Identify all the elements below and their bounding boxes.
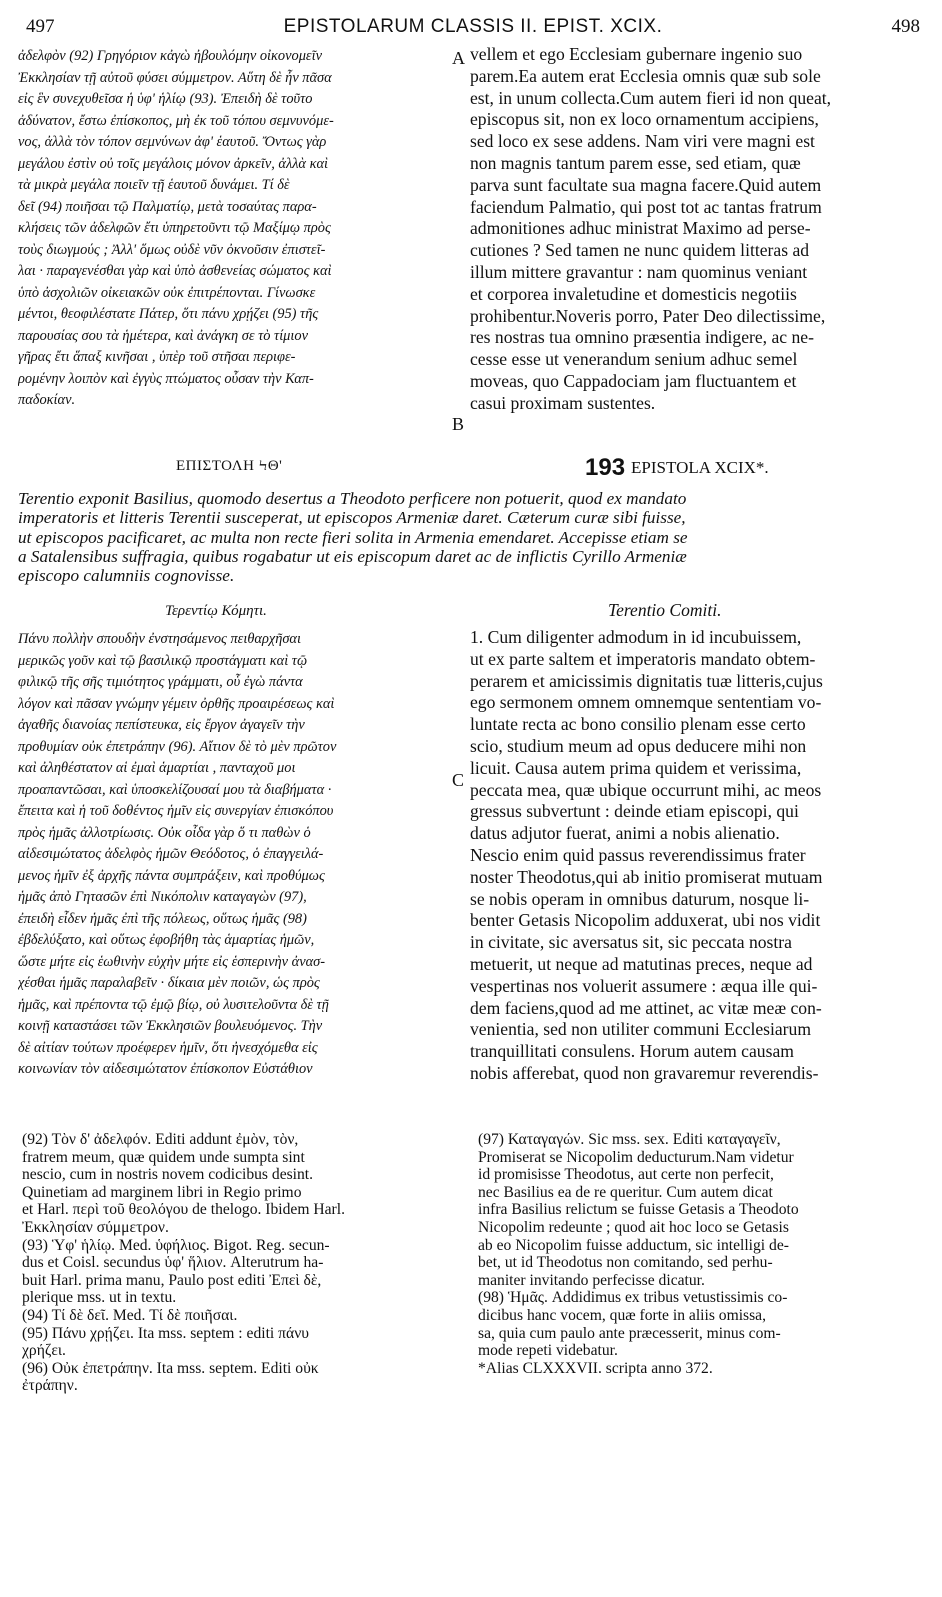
text-line: nec Basilius ea de re queritur. Cum autem dicat <box>478 1183 773 1201</box>
text-line: et Harl. περὶ τοῦ θεολόγου de thelogo. Ibidem Harl. <box>22 1201 345 1219</box>
epistle-summary <box>18 489 928 585</box>
text-line: παρουσίας σου τὰ ἡμέτερα, καὶ ἀνάγκη σε τὸ τίμιον <box>18 327 308 344</box>
text-line: (97) Καταγαγών. Sic mss. sex. Editi καταγαγεῖν, <box>478 1131 781 1148</box>
text-line: moveas, quo Cappadociam jam fluctuantem et <box>470 370 797 391</box>
greek-column-body <box>18 629 448 1081</box>
text-line: datus adjutor fuerat, animi a nobis alienatio. <box>470 823 780 844</box>
text-line: episcopo calumniis cognovisse. <box>18 566 235 586</box>
text-line: parva sunt facultate sua magna facere.Quid autem <box>470 174 822 195</box>
text-line: scio, studium meum ad opus deducere mihi non <box>470 735 807 756</box>
text-line: fratrem meum, quæ quidem unde sumpta sint <box>22 1148 305 1166</box>
running-title: EPISTOLARUM CLASSIS II. EPIST. XCIX. <box>283 16 663 37</box>
latin-epistle-title <box>585 454 769 482</box>
running-header <box>26 14 920 40</box>
text-line: parem.Ea autem erat Ecclesia omnis quæ sub sole <box>470 65 821 86</box>
text-line: ut episcopos pacificaret, ac multa non recte fieri solita in Armenia emendaret. Accepisse etiam se <box>18 527 688 547</box>
text-line: nescio, cum in nostris novem codicibus desint. <box>22 1166 314 1184</box>
text-line: dicibus hanc vocem, quæ forte in aliis omissa, <box>478 1306 766 1324</box>
text-line: casui proximam sustentes. <box>470 392 656 413</box>
text-line: (94) Τί δὲ δεῖ. Med. Τί δὲ ποιῆσαι. <box>22 1306 238 1324</box>
text-line: Nicopolim redeunte ; quod ait hoc loco se Getasis <box>478 1218 789 1236</box>
text-line: μέντοι, θεοφιλέστατε Πάτερ, ὅτι πάνυ χρῄζει (95) τῆς <box>18 306 319 322</box>
text-line: in civitate, sic aversatus sit, sic peccata nostra <box>470 932 792 953</box>
text-line: cutiones ? Sed tamen ne nunc quidem litteras ad <box>470 240 810 261</box>
text-line: luntate recta ac bono consilio plenam esse certo <box>470 714 806 735</box>
text-line: vellem et ego Ecclesiam gubernare ingenio suo <box>470 44 803 64</box>
text-line: παδοκίαν. <box>18 392 76 408</box>
text-line: Nescio enim quid passus reverendissimus frater <box>470 844 806 865</box>
text-line: πρὸς ἡμᾶς ἀλλοτρίωσις. Οὐκ οἶδα γὰρ ὅ τι παθὼν ὁ <box>18 824 311 841</box>
footnotes-left <box>22 1131 448 1395</box>
text-line: κοινῇ καταστάσει τῶν Ἐκκλησιῶν βουλευόμενος. Τὴν <box>18 1018 323 1034</box>
text-line: ego sermonem omnem omnemque sententiam vo- <box>470 692 822 713</box>
text-line: κλήσεις τῶν ἀδελφῶν ἔτι ὑπηρετοῦντι τῷ Μαξίμῳ πρὸς <box>18 220 331 236</box>
text-line: φιλικῷ τῆς σῆς τιμιότητος γράμματι, οὗ ἐγὼ πάντα <box>18 674 303 690</box>
text-line: maniter invitando perfecisse dicatur. <box>478 1271 705 1289</box>
text-line: ἀγαθῆς διανοίας πεπίστευκα, εἰς ἔργον ἀγαγεῖν τὴν <box>18 717 305 733</box>
text-line: προθυμίαν οὐκ ἐπετράπην (96). Αἴτιον δὲ τὸ μὲν πρῶτον <box>18 738 337 755</box>
text-line: perarem et amicissimis dignitatis tuæ litteris,cujus <box>470 670 823 691</box>
text-line: et corporea invaletudine et domesticis negotiis <box>470 283 797 304</box>
text-line: metuerit, ut neque ad matutinas preces, neque ad <box>470 953 813 974</box>
text-line: μενος ἡμῖν ἐξ ἀρχῆς πάντα συμπράξειν, καὶ προθύμως <box>18 867 325 884</box>
text-line: dem faciens,quod ad me attinet, ac vitæ meæ con- <box>470 997 822 1018</box>
text-line: (96) Οὐκ ἐπετράπην. Ita mss. septem. Editi οὐκ <box>22 1359 319 1377</box>
margin-letter-c: C <box>452 770 465 790</box>
text-line: buit Harl. prima manu, Paulo post editi Ἐπεὶ δὲ, <box>22 1271 322 1289</box>
text-line: ἐπειδὴ εἶδεν ἡμᾶς ἐπὶ τῆς πόλεως, οὕτως ἡμᾶς (98) <box>18 910 307 927</box>
latin-epistle-heading: EPISTOLA XCIX*. <box>631 458 769 477</box>
greek-addressee: Τερεντίῳ Κόμητι. <box>165 603 267 619</box>
text-line: cesse esse ut venerandum senium adhuc semel <box>470 349 798 370</box>
text-line: ὑπὸ ἀσχολιῶν οἰκειακῶν οὐκ ἐπιτρέπονται. Γίνωσκε <box>18 284 316 301</box>
text-line: prohibentur.Noveris porro, Pater Deo dilectissime, <box>470 305 826 326</box>
text-line: noster Theodotus,qui ab initio promiserat mutuam <box>470 866 823 887</box>
text-line: (98) Ἡμᾶς. Addidimus ex tribus vetustissimis co- <box>478 1289 788 1307</box>
text-line: ἐτράπην. <box>22 1377 78 1395</box>
margin-letter-a: A <box>452 48 465 68</box>
text-line: (95) Πάνυ χρῄζει. Ita mss. septem : editi πάνυ <box>22 1324 309 1342</box>
text-line: χρήζει. <box>22 1342 66 1360</box>
page-number-right: 498 <box>891 16 920 37</box>
text-line: ἔπειτα καὶ ἡ τοῦ δοθέντος ἡμῖν εἰς συνεργίαν ἐπισκόπου <box>18 803 334 819</box>
text-line: ὥστε μήτε εἰς ἑωθινὴν εὐχὴν μήτε εἰς ἑσπερινὴν ἀνασ- <box>18 953 326 970</box>
footnotes-right <box>478 1131 928 1377</box>
text-line: κοινωνίαν τὸν αἰδεσιμώτατον ἐπίσκοπον Εὐστάθιον <box>18 1061 313 1077</box>
greek-epistle-title: ΕΠΙΣΤΟΛΗ ϞΘ' <box>176 458 283 474</box>
text-line: non magnis tantum parem esse, sed etiam, quæ <box>470 152 801 173</box>
text-line: ἀδύνατον, ἔστω ἐπίσκοπος, μὴ ἐκ τοῦ τόπου σεμνυνόμε- <box>18 112 334 129</box>
text-line: nobis afferebat, quod non gravaremur reverendis- <box>470 1062 819 1083</box>
text-line: episcopus sit, non ex loco ornamentum accipiens, <box>470 109 819 130</box>
text-line: infra Basilius relictum se fuisse Getasis a Theodoto <box>478 1201 799 1219</box>
text-line: τὰ μικρὰ μεγάλα ποιεῖν τῇ ἑαυτοῦ δυνάμει. Τί δὲ <box>18 177 290 193</box>
text-line: αἰδεσιμώτατος ἀδελφὸς ἡμῶν Θεόδοτος, ὁ ἐπαγγειλά- <box>18 846 324 862</box>
text-line: νος, ἀλλὰ τὸν τόπον σεμνύνων ἀφ' ἑαυτοῦ. Ὄντως γὰρ <box>18 134 327 150</box>
text-line: a Satalensibus suffragia, quibus rogabatur ut eis episcopum daret ac de inflictis Cyrillo Armeniæ <box>18 546 687 566</box>
margin-letter-b: B <box>452 414 465 434</box>
text-line: καὶ ἀληθέστατον αἱ ἐμαὶ ἁμαρτίαι , πανταχοῦ μοι <box>18 760 296 776</box>
text-line: ἡμᾶς, καὶ πρέποντα τῷ ἐμῷ βίῳ, οὐ λυσιτελοῦντα δὲ τῇ <box>18 996 329 1013</box>
text-line: προαπαντῶσαι, καὶ ὑποσκελίζουσαί μου τὰ διαβήματα · <box>18 781 332 798</box>
text-line: Ἐκκλησίαν τῇ αὐτοῦ φύσει σύμμετρον. Αὕτη δὲ ἦν πᾶσα <box>18 69 332 86</box>
text-line: plerique mss. ut in textu. <box>22 1289 177 1307</box>
text-line: μεγάλου ἐστὶν οὐ τοῖς μεγάλοις μόνον ἀρκεῖν, ἀλλὰ καὶ <box>18 155 329 172</box>
text-line: ἐβδελύξατο, καὶ οὕτως ἐφοβήθη τὰς ἁμαρτίας ἡμῶν, <box>18 932 315 948</box>
latin-addressee: Terentio Comiti. <box>608 600 722 620</box>
text-line: gressus subvertunt : deinde etiam episcopi, qui <box>470 801 799 822</box>
latin-column-top <box>470 44 928 415</box>
text-line: Promiserat se Nicopolim deducturum.Nam videtur <box>478 1148 794 1166</box>
text-line: licuit. Causa autem prima quidem et verissima, <box>470 757 802 778</box>
text-line: Ἐκκλησίαν σύμμετρον. <box>22 1218 169 1236</box>
text-line: se nobis operam in omnibus daturum, nosque li- <box>470 888 810 909</box>
text-line: bet, ut id Theodotus non comitando, sed perhu- <box>478 1254 773 1272</box>
text-line: venientia, sed non utiliter communi Ecclesiarum <box>470 1019 812 1040</box>
text-line: (93) Ὑφ' ἡλίῳ. Med. ὑφήλιος. Bigot. Reg. secun- <box>22 1236 330 1254</box>
text-line: Terentio exponit Basilius, quomodo desertus a Theodoto perficere non potuerit, quod ex mandato <box>18 489 687 508</box>
text-line: ρομένην λοιπὸν καὶ ἐγγὺς πτώματος οὖσαν τὴν Καπ- <box>18 370 314 387</box>
text-line: Quinetiam ad marginem libri in Regio primo <box>22 1183 302 1201</box>
text-line: benter Getasis Nicopolim adduxerat, ubi nos vidit <box>470 910 821 931</box>
text-line: (92) Τὸν δ' ἀδελφόν. Editi addunt ἐμὸν, τὸν, <box>22 1131 299 1148</box>
page-number-left: 497 <box>26 16 55 37</box>
latin-column-body <box>470 627 928 1085</box>
text-line: *Alias CLXXXVII. scripta anno 372. <box>478 1359 713 1377</box>
text-line: 1. Cum diligenter admodum in id incubuissem, <box>470 627 802 647</box>
text-line: dus et Coisl. secundus ὑφ' ἥλιον. Alterutrum ha- <box>22 1254 324 1272</box>
text-line: τοὺς διωγμούς ; Ἀλλ' ὅμως οὐδὲ νῦν ὀκνοῦσιν ἐπιστεῖ- <box>18 241 326 258</box>
text-line: δὲ αἰτίαν τούτων προέφερεν ἡμῖν, ὅτι ἠνεσχόμεθα εἰς <box>18 1039 318 1056</box>
text-line: Πάνυ πολλὴν σπουδὴν ἐνστησάμενος πειθαρχῆσαι <box>18 631 301 647</box>
text-line: ἡμᾶς ἀπὸ Γητασῶν ἐπὶ Νικόπολιν καταγαγὼν (97), <box>18 889 307 905</box>
epistle-number: 193 <box>585 454 626 481</box>
text-line: vespertinas nos voluerit assumere : æqua ille qui- <box>470 975 818 996</box>
text-line: est, in unum collecta.Cum autem fieri id non queat, <box>470 87 832 108</box>
text-line: admonitiones adhuc ministrat Maximo ad perse- <box>470 218 811 239</box>
text-line: sed loco ex sese addens. Nam viri vere magni est <box>470 131 815 152</box>
text-line: sa, quia cum paulo ante præcesserit, minus com- <box>478 1324 781 1342</box>
text-line: χέσθαι ἡμᾶς παραλαβεῖν · δίκαια μὲν ποιῶν, ὡς πρὸς <box>18 975 320 991</box>
text-line: peccata mea, quæ ubique occurrunt mihi, ac meos <box>470 779 822 800</box>
text-line: tranquillitati consulens. Horum autem causam <box>470 1041 794 1062</box>
text-line: mode repeti videbatur. <box>478 1342 618 1360</box>
text-line: δεῖ (94) ποιῆσαι τῷ Παλματίῳ, μετὰ τοσαύτας παρα- <box>18 198 317 215</box>
text-line: λαι · παραγενέσθαι γὰρ καὶ ὑπὸ ἀσθενείας σώματος καὶ <box>18 263 332 279</box>
text-line: imperatoris et litteris Terentii susceperat, ut episcopos Armeniæ daret. Cæterum curæ sibi fuisse, <box>18 508 686 528</box>
text-line: λόγον καὶ πᾶσαν γνώμην γέμειν ὀρθῆς προαιρέσεως καὶ <box>18 695 335 712</box>
text-line: id promisisse Theodotus, aut certe non perfecit, <box>478 1166 774 1184</box>
text-line: εἰς ἓν συνεχυθεῖσα ἡ ὑφ' ἡλίῳ (93). Ἐπειδὴ δὲ τοῦτο <box>18 91 313 107</box>
text-line: illum mittere gravantur : nam quominus veniant <box>470 261 808 282</box>
text-line: res nostras tua omnino præsentia indigere, ac ne- <box>470 327 814 348</box>
greek-column-top <box>18 46 448 412</box>
text-line: μερικῶς γοῦν καὶ τῷ βασιλικῷ προστάγματι καὶ τῷ <box>18 652 308 669</box>
text-line: ut ex parte saltem et imperatoris mandato obtem- <box>470 648 816 669</box>
text-line: γῆρας ἔτι ἅπαξ κινῆσαι , ὑπὲρ τοῦ στῆσαι περιφε- <box>18 349 296 365</box>
text-line: ab eo Nicopolim fuisse adductum, sic intelligi de- <box>478 1236 789 1254</box>
text-line: faciendum Palmatio, qui post tot ac tantas fratrum <box>470 196 822 217</box>
text-line: ἀδελφὸν (92) Γρηγόριον κἀγὼ ἠβουλόμην οἰκονομεῖν <box>18 48 322 64</box>
